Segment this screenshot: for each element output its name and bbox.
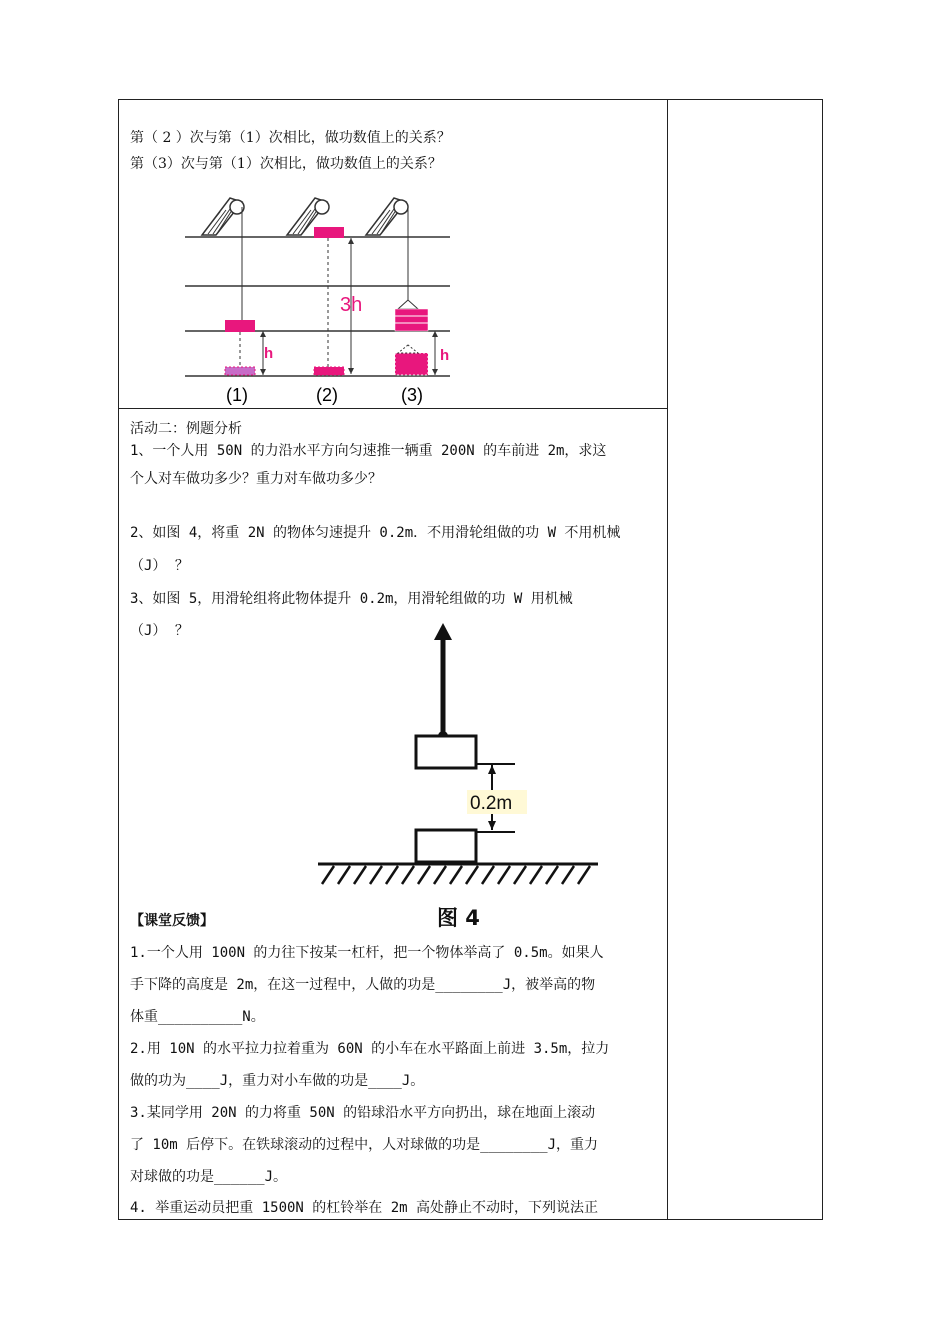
feedback-1-line1: 1.一个人用 100N 的力往下按某一杠杆，把一个物体举高了 0.5m。如果人: [130, 945, 604, 961]
feedback-2-line1: 2.用 10N 的水平拉力拉着重为 60N 的小车在水平路面上前进 3.5m，拉力: [130, 1041, 610, 1057]
example-1-line1: 1、一个人用 50N 的力沿水平方向匀速推一辆重 200N 的车前进 2m，求这: [130, 443, 607, 459]
figure-4-caption: 图 4: [437, 906, 480, 930]
feedback-2-line2: 做的功为____J，重力对小车做的功是____J。: [130, 1073, 425, 1089]
figure-label-2: (2): [316, 385, 338, 405]
feedback-1-line3: 体重__________N。: [130, 1009, 265, 1025]
feedback-3-line2: 了 10m 后停下。在铁球滚动的过程中，人对球做的功是________J，重力: [130, 1137, 599, 1153]
row-divider: [119, 408, 667, 409]
example-2-line2: （J） ？: [130, 558, 189, 574]
example-3-line1: 3、如图 5，用滑轮组将此物体提升 0.2m，用滑轮组做的功 W 用机械: [130, 591, 573, 607]
figure-label-3: (3): [401, 385, 423, 405]
example-2-line1: 2、如图 4，将重 2N 的物体匀速提升 0.2m．不用滑轮组做的功 W 不用机械: [130, 525, 621, 541]
question-2: 第（ 2 ）次与第（1）次相比，做功数值上的关系？: [130, 130, 451, 146]
question-3: 第（3）次与第（1）次相比，做功数值上的关系？: [130, 156, 442, 172]
h-label-1: h: [264, 345, 274, 362]
h-label-3: h: [440, 347, 450, 364]
example-1-line2: 个人对车做功多少？重力对车做功多少？: [130, 471, 382, 487]
example-3-line2: （J） ？: [130, 623, 189, 639]
feedback-3-line1: 3.某同学用 20N 的力将重 50N 的铅球沿水平方向扔出，球在地面上滚动: [130, 1105, 596, 1121]
feedback-3-line3: 对球做的功是______J。: [130, 1169, 288, 1185]
dimension-label: 0.2m: [470, 793, 513, 814]
figure-label-1: (1): [226, 385, 248, 405]
feedback-heading: 【课堂反馈】: [130, 913, 214, 929]
feedback-1-line2: 手下降的高度是 2m，在这一过程中，人做的功是________J，被举高的物: [130, 977, 596, 993]
lifting-figure: [180, 190, 460, 408]
activity2-heading: 活动二：例题分析: [130, 421, 242, 437]
column-divider: [667, 100, 668, 1219]
figure-4: [310, 620, 610, 910]
3h-label: 3h: [340, 294, 363, 316]
feedback-4-line1: 4. 举重运动员把重 1500N 的杠铃举在 2m 高处静止不动时，下列说法正: [130, 1200, 599, 1216]
